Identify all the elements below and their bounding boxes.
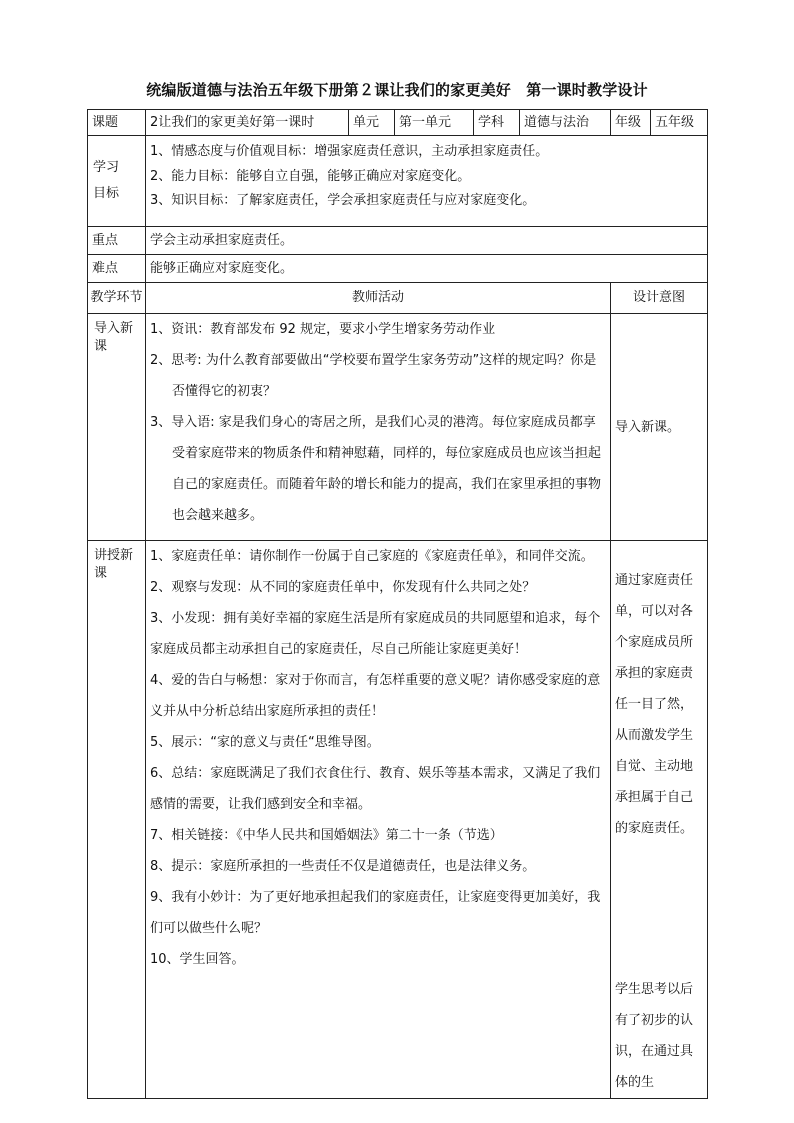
teaching-row <box>88 541 708 1099</box>
key-point-row <box>88 227 708 255</box>
intro-intent: 导入新课。 <box>611 314 708 541</box>
teaching-intent <box>611 541 708 1099</box>
subject-value: 道德与法治 <box>520 110 611 136</box>
subject-label: 学科 <box>474 110 520 136</box>
difficulty-row <box>88 255 708 283</box>
difficulty-label: 难点 <box>88 255 146 283</box>
objective-item: 1、情感态度与价值观目标：增强家庭责任意识，主动承担家庭责任。 <box>150 144 549 159</box>
lesson-label: 课题 <box>88 110 146 136</box>
objective-item: 3、知识目标：了解家庭责任，学会承担家庭责任与应对家庭变化。 <box>150 193 536 209</box>
teaching-stage: 讲授新课 <box>88 541 146 1099</box>
objectives-content <box>146 136 708 227</box>
objectives-label-line1: 学习 <box>93 160 120 176</box>
intro-item: 3、导入语: 家是我们身心的寄居之所，是我们心灵的港湾。每位家庭成员都享受着家庭带来的物质条件和精神慰藉，同样的，每位家庭成员也应该当担起自己的家庭责任。而随着年龄的增长和能力的提高，我们在家里承担的事物也会越来越多。 <box>150 415 602 523</box>
intro-activity <box>146 314 611 541</box>
teaching-item: 7、相关链接：《中华人民共和国婚姻法》第二十一条（节选） <box>150 828 503 843</box>
teaching-item: 3、小发现：拥有美好幸福的家庭生活是所有家庭成员的共同愿望和追求，每个家庭成员都主动承担自己的家庭责任，尽自己所能让家庭更美好！ <box>150 611 601 657</box>
document-title: 统编版道德与法治五年级下册第２课让我们的家更美好 第一课时教学设计 <box>146 81 648 99</box>
key-point-label: 重点 <box>88 227 146 255</box>
header-row <box>88 110 708 136</box>
objectives-row <box>88 136 708 227</box>
teaching-intent-2: 学生思考以后有了初步的认识，在通过具体的生 <box>615 982 694 1090</box>
column-stage: 教学环节 <box>88 283 146 314</box>
teaching-item: 6、总结：家庭既满足了我们衣食住行、教育、娱乐等基本需求，又满足了我们感情的需要，让我们感到安全和幸福。 <box>150 766 601 812</box>
lesson-plan-table <box>87 109 708 1099</box>
grade-label: 年级 <box>611 110 651 136</box>
objective-item: 2、能力目标：能够自立自强，能够正确应对家庭变化。 <box>150 168 471 184</box>
teaching-intent-1: 通过家庭责任单，可以对各个家庭成员所承担的家庭责任一目了然，从而激发学生自觉、主动地承担属于自己的家庭责任。 <box>615 573 694 836</box>
intro-item: 1、资讯：教育部发布 92 规定，要求小学生增家务劳动作业 <box>150 322 496 337</box>
objectives-label <box>88 136 146 227</box>
unit-value: 第一单元 <box>395 110 474 136</box>
teaching-item: 5、展示：“家的意义与责任“思维导图。 <box>150 735 380 750</box>
teaching-item: 8、提示：家庭所承担的一些责任不仅是道德责任，也是法律义务。 <box>150 859 536 874</box>
column-activity: 教师活动 <box>146 283 611 314</box>
key-point-value: 学会主动承担家庭责任。 <box>146 227 708 255</box>
lesson-value: 2让我们的家更美好第一课时 <box>146 110 349 136</box>
teaching-item: 4、爱的告白与畅想：家对于你而言，有怎样重要的意义呢？请你感受家庭的意义并从中分析总结出家庭所承担的责任！ <box>150 673 601 719</box>
intro-row <box>88 314 708 541</box>
teaching-item: 1、家庭责任单：请你制作一份属于自己家庭的《家庭责任单》，和同伴交流。 <box>150 549 594 564</box>
intro-item: 2、思考: 为什么教育部要做出“学校要布置学生家务劳动”这样的规定吗？你是否懂得它的初衷？ <box>150 353 597 399</box>
grade-value: 五年级 <box>651 110 708 136</box>
teaching-item: 10、学生回答。 <box>150 952 245 967</box>
objectives-label-line2: 目标 <box>93 186 120 201</box>
difficulty-value: 能够正确应对家庭变化。 <box>146 255 708 283</box>
column-intent: 设计意图 <box>611 283 708 314</box>
teaching-activity <box>146 541 611 1099</box>
teaching-item: 9、我有小妙计：为了更好地承担起我们的家庭责任，让家庭变得更加美好，我们可以做些什么呢？ <box>150 890 601 936</box>
teaching-item: 2、观察与发现：从不同的家庭责任单中，你发现有什么共同之处？ <box>150 580 536 595</box>
intro-stage: 导入新课 <box>88 314 146 541</box>
section-header-row <box>88 283 708 314</box>
unit-label: 单元 <box>349 110 395 136</box>
